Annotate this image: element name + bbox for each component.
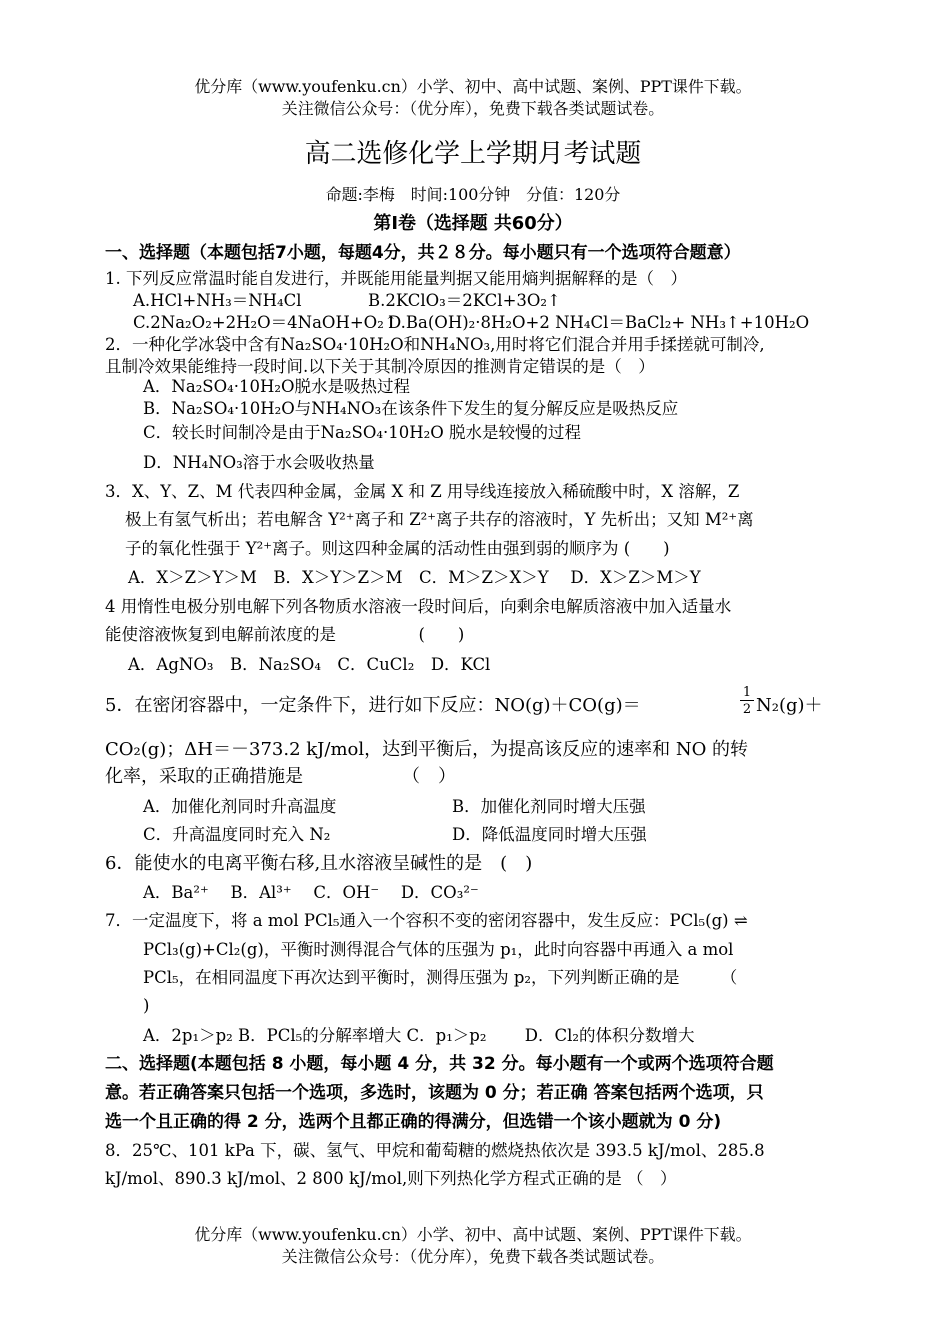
- q5-fraction-denominator: 2: [740, 700, 754, 716]
- q3-stem-line-3: 子的氧化性强于 Y²⁺离子。则这四种金属的活动性由强到弱的顺序为 ( ): [125, 539, 670, 558]
- q5-option-c: C．升高温度同时充入 N₂: [143, 825, 331, 844]
- q2-option-c: C．较长时间制冷是由于Na₂SO₄·10H₂O 脱水是较慢的过程: [143, 423, 581, 442]
- section-two-line-1: 二、选择题(本题包括 8 小题，每小题 4 分，共 32 分。每小题有一个或两个选项符合题: [105, 1054, 774, 1074]
- q7-stem-line-3: PCl₅，在相同温度下再次达到平衡时，测得压强为 p₂，下列判断正确的是 （: [143, 968, 738, 987]
- footer-line-2: 关注微信公众号：（优分库），免费下载各类试题试卷。: [281, 1247, 665, 1266]
- q1-stem: 1. 下列反应常温时能自发进行，并既能用能量判据又能用熵判据解释的是（ ）: [105, 269, 687, 288]
- q2-stem-line-1: 2．一种化学冰袋中含有Na₂SO₄·10H₂O和NH₄NO₃,用时将它们混合并用手揉搓就可制冷,: [105, 335, 765, 354]
- section-two-line-3: 选一个且正确的得 2 分，选两个且都正确的得满分，但选错一个该小题就为 0 分): [105, 1112, 722, 1132]
- q6-options: A．Ba²⁺ B．Al³⁺ C．OH⁻ D．CO₃²⁻: [143, 883, 479, 902]
- q7-stem-line-4: ): [143, 996, 150, 1015]
- q5-fraction-numerator: 1: [742, 685, 752, 700]
- q4-stem-line-1: 4 用惰性电极分别电解下列各物质水溶液一段时间后，向剩余电解质溶液中加入适量水: [105, 597, 732, 616]
- section-two-line-2: 意。若正确答案只包括一个选项，多选时，该题为 0 分；若正确 答案包括两个选项，只: [105, 1083, 764, 1103]
- q5-stem-line-3: 化率，采取的正确措施是 （ ）: [105, 766, 456, 787]
- header-line-2: 关注微信公众号：（优分库），免费下载各类试题试卷。: [281, 99, 665, 118]
- q2-option-b: B．Na₂SO₄·10H₂O与NH₄NO₃在该条件下发生的复分解反应是吸热反应: [143, 399, 679, 418]
- q3-stem-line-2: 极上有氢气析出；若电解含 Y²⁺离子和 Z²⁺离子共存的溶液时，Y 先析出；又知 M²⁺离: [125, 510, 754, 529]
- q7-stem-line-2: PCl₃(g)+Cl₂(g)，平衡时测得混合气体的压强为 p₁，此时向容器中再通入 a mol: [143, 940, 734, 959]
- q2-option-d: D．NH₄NO₃溶于水会吸收热量: [143, 453, 375, 472]
- q3-options: A．X＞Z＞Y＞M B．X＞Y＞Z＞M C．M＞Z＞X＞Y D．X＞Z＞M＞Y: [128, 568, 701, 587]
- q7-options: A．2p₁＞p₂ B．PCl₅的分解率增大 C．p₁＞p₂ D．Cl₂的体积分数增大: [143, 1026, 695, 1045]
- q2-option-a: A．Na₂SO₄·10H₂O脱水是吸热过程: [143, 377, 411, 396]
- q4-stem-line-2: 能使溶液恢复到电解前浓度的是 ( ): [105, 625, 465, 644]
- q5-fraction: [740, 686, 754, 716]
- q6-stem: 6．能使水的电离平衡右移,且水溶液呈碱性的是 ( ): [105, 853, 533, 874]
- q8-stem-line-2: kJ/mol、890.3 kJ/mol、2 800 kJ/mol,则下列热化学方程式正确的是 （ ）: [105, 1169, 677, 1188]
- q1-option-b: B.2KClO₃＝2KCl+3O₂↑: [368, 291, 561, 310]
- q4-options: A．AgNO₃ B．Na₂SO₄ C．CuCl₂ D．KCl: [128, 655, 491, 674]
- q5-stem-line-1a: 5．在密闭容器中，一定条件下，进行如下反应：NO(g)＋CO(g)＝: [105, 695, 641, 716]
- q3-stem-line-1: 3．X、Y、Z、M 代表四种金属，金属 X 和 Z 用导线连接放入稀硫酸中时，X 溶解，Z: [105, 482, 740, 501]
- q1-option-d: D.Ba(OH)₂·8H₂O+2 NH₄Cl＝BaCl₂+ NH₃↑+10H₂O: [388, 313, 810, 332]
- q5-option-d: D．降低温度同时增大压强: [452, 825, 647, 844]
- exam-meta: 命题:李梅 时间:100分钟 分值：120分: [325, 185, 621, 204]
- q5-stem-line-2: CO₂(g)；ΔH＝－373.2 kJ/mol，达到平衡后，为提高该反应的速率和 NO 的转: [105, 739, 749, 760]
- q5-option-a: A．加催化剂同时升高温度: [143, 797, 337, 816]
- footer-line-1: 优分库（www.youfenku.cn）小学、初中、高中试题、案例、PPT课件下载。: [194, 1225, 752, 1244]
- part-one-heading: 第Ⅰ卷（选择题 共60分）: [373, 213, 573, 234]
- section-one-heading: 一、选择题（本题包括7小题，每题4分，共２８分。每小题只有一个选项符合题意）: [105, 243, 741, 263]
- q2-stem-line-2: 且制冷效果能维持一段时间.以下关于其制冷原因的推测肯定错误的是（ ）: [105, 357, 655, 376]
- q1-option-c: C.2Na₂O₂+2H₂O＝4NaOH+O₂↑: [133, 313, 398, 332]
- q1-option-a: A.HCl+NH₃＝NH₄Cl: [133, 291, 302, 310]
- header-line-1: 优分库（www.youfenku.cn）小学、初中、高中试题、案例、PPT课件下载。: [194, 77, 752, 96]
- page-title: 高二选修化学上学期月考试题: [304, 139, 642, 169]
- q5-stem-line-1b: N₂(g)＋: [756, 695, 823, 716]
- q7-stem-line-1: 7．一定温度下，将 a mol PCl₅通入一个容积不变的密闭容器中，发生反应：PCl₅(g) ⇌: [105, 911, 748, 930]
- q8-stem-line-1: 8．25℃、101 kPa 下，碳、氢气、甲烷和葡萄糖的燃烧热依次是 393.5 kJ/mol、285.8: [105, 1141, 765, 1160]
- q5-option-b: B．加催化剂同时增大压强: [452, 797, 646, 816]
